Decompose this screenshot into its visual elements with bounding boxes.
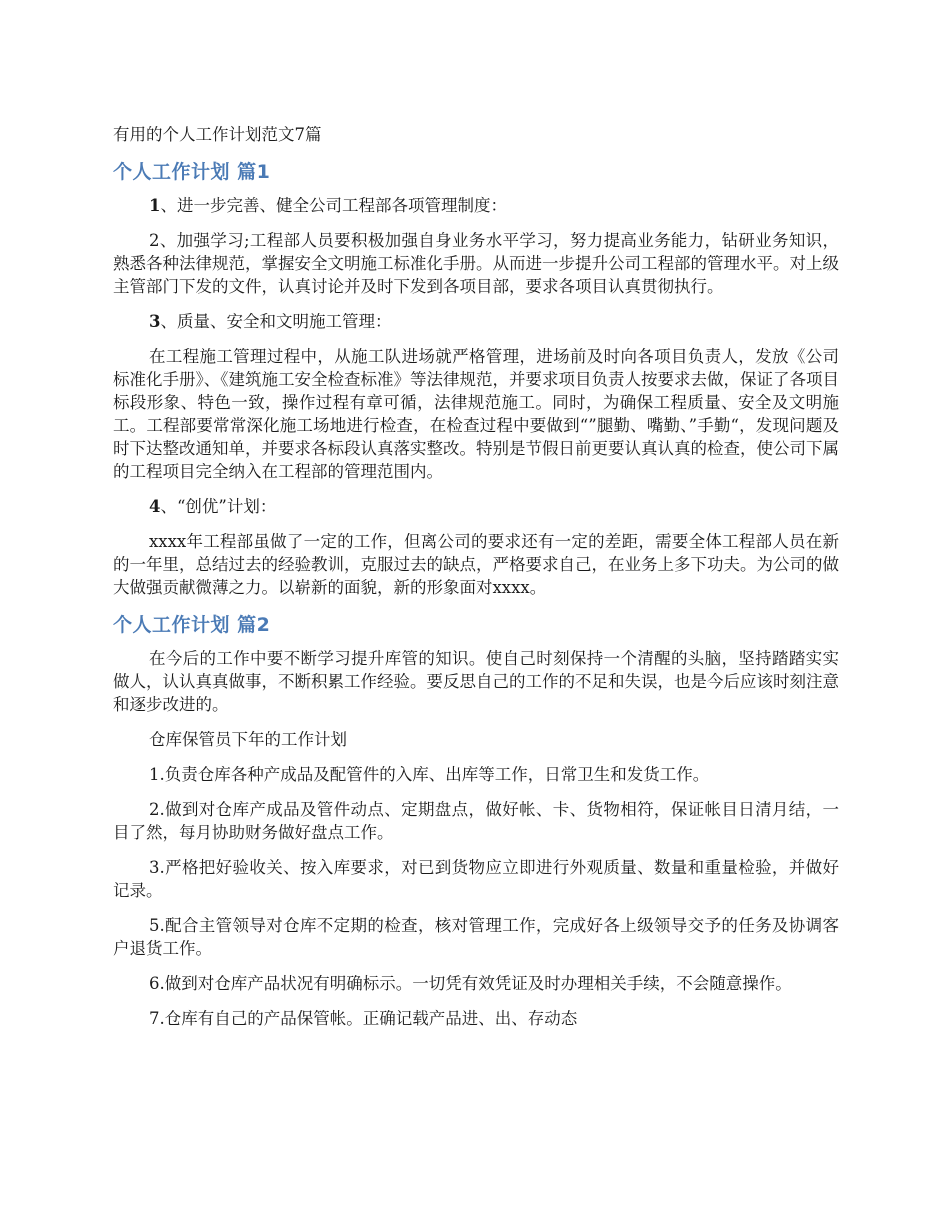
- paragraph: [113, 495, 839, 518]
- section-heading-2: 个人工作计划 篇2: [113, 614, 271, 636]
- paragraph: 6.做到对仓库产品状况有明确标示。一切凭有效凭证及时办理相关手续，不会随意操作。: [149, 974, 792, 993]
- paragraph: 2.做到对仓库产成品及管件动点、定期盘点，做好帐、卡、货物相符，保证帐目日清月结，一目了然，每月协助财务做好盘点工作。: [113, 800, 839, 842]
- paragraph: 5.配合主管领导对仓库不定期的检查，核对管理工作，完成好各上级领导交予的任务及协调客户退货工作。: [113, 916, 839, 958]
- paragraph-text: 、“创优”计划：: [160, 497, 277, 516]
- paragraph: 仓库保管员下年的工作计划: [149, 730, 347, 749]
- item-number: 4: [149, 497, 161, 516]
- paragraph: 3.严格把好验收关、按入库要求，对已到货物应立即进行外观质量、数量和重量检验，并做好记录。: [113, 858, 839, 900]
- document-title: 有用的个人工作计划范文7篇: [113, 125, 322, 144]
- item-number: 1: [149, 196, 161, 215]
- paragraph: 2、加强学习;工程部人员要积极加强自身业务水平学习，努力提高业务能力，钻研业务知识，熟悉各种法律规范，掌握安全文明施工标准化手册。从而进一步提升公司工程部的管理水平。对上级主管部门下发的文件，认真讨论并及时下发到各项目部，要求各项目认真贯彻执行。: [113, 231, 839, 296]
- section-heading-1: 个人工作计划 篇1: [113, 161, 271, 183]
- paragraph-text: 、进一步完善、健全公司工程部各项管理制度：: [160, 196, 507, 215]
- paragraph: 在工程施工管理过程中，从施工队进场就严格管理，进场前及时向各项目负责人，发放《公司标准化手册》、《建筑施工安全检查标准》等法律规范，并要求项目负责人按要求去做，保证了各项目标段形象、特色一致，操作过程有章可循，法律规范施工。同时，为确保工程质量、安全及文明施工。工程部要常常深化施工场地进行检查，在检查过程中要做到“”腿勤、嘴勤、”手勤“，发现问题及时下达整改通知单，并要求各标段认真落实整改。特别是节假日前更要认真认真的检查，使公司下属的工程项目完全纳入在工程部的管理范围内。: [113, 347, 839, 481]
- paragraph: xxxx年工程部虽做了一定的工作，但离公司的要求还有一定的差距，需要全体工程部人员在新的一年里，总结过去的经验教训，克服过去的缺点，严格要求自己，在业务上多下功夫。为公司的做大做强贡献微薄之力。以崭新的面貌，新的形象面对xxxx。: [113, 532, 839, 597]
- document-page: [113, 122, 839, 1042]
- paragraph: 7.仓库有自己的产品保管帐。正确记载产品进、出、存动态: [149, 1009, 578, 1028]
- paragraph: 在今后的工作中要不断学习提升库管的知识。使自己时刻保持一个清醒的头脑，坚持踏踏实实做人，认认真真做事，不断积累工作经验。要反思自己的工作的不足和失误，也是今后应该时刻注意和逐步改进的。: [113, 649, 839, 714]
- paragraph: [113, 194, 839, 217]
- paragraph: [113, 310, 839, 333]
- paragraph-text: 、质量、安全和文明施工管理：: [160, 312, 392, 331]
- paragraph: 1.负责仓库各种产成品及配管件的入库、出库等工作，日常卫生和发货工作。: [149, 765, 710, 784]
- item-number: 3: [149, 312, 161, 331]
